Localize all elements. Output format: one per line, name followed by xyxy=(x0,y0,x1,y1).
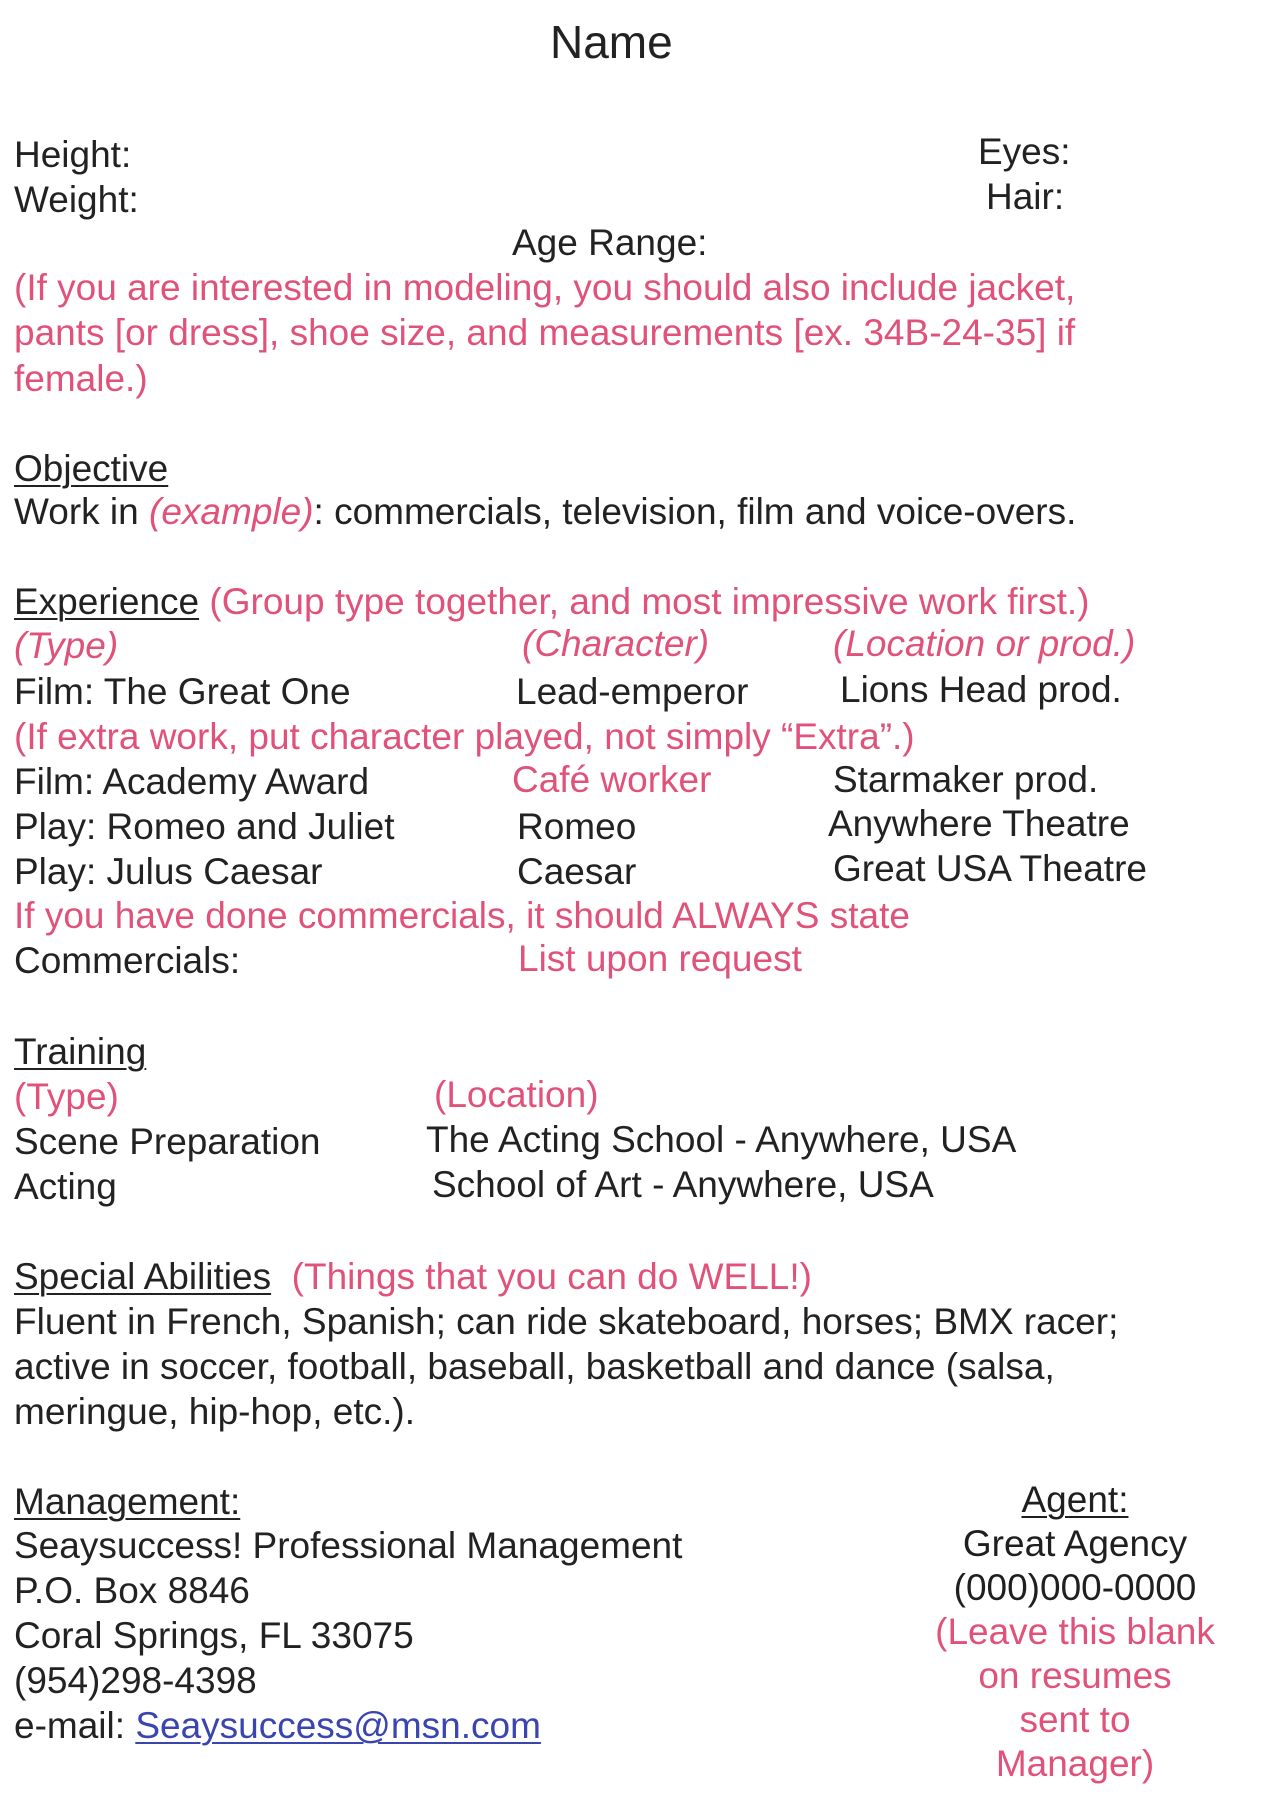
agent-note-line-4: Manager) xyxy=(995,1743,1155,1784)
eyes-label: Eyes: xyxy=(978,131,1071,172)
experience-row-character: Caesar xyxy=(517,851,637,892)
commercials-label: Commercials: xyxy=(14,940,241,981)
experience-row-type: Film: The Great One xyxy=(14,671,351,712)
agent-heading: Agent: xyxy=(1021,1479,1129,1520)
special-heading: Special Abilities xyxy=(14,1256,272,1297)
agent-phone: (000)000-0000 xyxy=(953,1567,1197,1608)
training-col-type: (Type) xyxy=(14,1076,119,1117)
objective-heading: Objective xyxy=(14,448,169,489)
agent-block xyxy=(890,1478,1260,1786)
experience-row-character: Romeo xyxy=(517,806,637,847)
special-line: meringue, hip-hop, etc.). xyxy=(14,1391,416,1432)
management-company: Seaysuccess! Professional Management xyxy=(14,1525,683,1566)
special-line: active in soccer, football, baseball, basketball and dance (salsa, xyxy=(14,1346,1055,1387)
objective-text: : commercials, television, film and voice-overs. xyxy=(313,491,1077,532)
resume-name-title: Name xyxy=(550,16,673,68)
experience-col-location: (Location or prod.) xyxy=(833,623,1136,664)
special-heading-line xyxy=(14,1255,812,1299)
age-range-label: Age Range: xyxy=(512,222,708,263)
agent-note-line-1: (Leave this blank xyxy=(935,1611,1215,1652)
objective-example: (example) xyxy=(149,491,314,532)
objective-line xyxy=(14,490,1076,534)
hair-label: Hair: xyxy=(986,176,1065,217)
management-phone: (954)298-4398 xyxy=(14,1660,257,1701)
objective-prefix: Work in xyxy=(14,491,139,532)
agent-note-line-3: sent to xyxy=(1019,1699,1131,1740)
experience-note: (Group type together, and most impressive work first.) xyxy=(209,581,1090,622)
special-note: (Things that you can do WELL!) xyxy=(291,1256,812,1297)
experience-heading-line xyxy=(14,580,1090,624)
special-line: Fluent in French, Spanish; can ride skateboard, horses; BMX racer; xyxy=(14,1301,1119,1342)
email-label: e-mail: xyxy=(14,1705,136,1746)
experience-row-location: Anywhere Theatre xyxy=(828,803,1130,844)
commercials-value: List upon request xyxy=(518,938,802,979)
experience-heading: Experience xyxy=(14,581,200,622)
extra-work-note: (If extra work, put character played, not simply “Extra”.) xyxy=(14,716,915,757)
experience-row-location: Great USA Theatre xyxy=(833,848,1147,889)
experience-col-character: (Character) xyxy=(522,623,710,664)
training-row-type: Scene Preparation xyxy=(14,1121,321,1162)
management-heading: Management: xyxy=(14,1481,241,1522)
training-row-type: Acting xyxy=(14,1166,117,1207)
experience-col-type: (Type) xyxy=(14,625,119,666)
email-link[interactable]: Seaysuccess@msn.com xyxy=(135,1705,541,1746)
modeling-note-line-1: (If you are interested in modeling, you should also include jacket, xyxy=(14,267,1076,308)
agent-name: Great Agency xyxy=(962,1523,1188,1564)
experience-row-character: Café worker xyxy=(512,759,712,800)
management-po-box: P.O. Box 8846 xyxy=(14,1570,250,1611)
commercials-note: If you have done commercials, it should ALWAYS state xyxy=(14,895,910,936)
training-col-location: (Location) xyxy=(434,1074,599,1115)
experience-row-location: Starmaker prod. xyxy=(833,759,1099,800)
training-row-location: School of Art - Anywhere, USA xyxy=(432,1164,934,1205)
experience-row-type: Play: Julus Caesar xyxy=(14,851,323,892)
experience-row-location: Lions Head prod. xyxy=(840,669,1122,710)
modeling-note-line-2: pants [or dress], shoe size, and measurements [ex. 34B-24-35] if xyxy=(14,312,1076,353)
training-heading: Training xyxy=(14,1031,147,1072)
weight-label: Weight: xyxy=(14,179,139,220)
experience-row-character: Lead-emperor xyxy=(516,671,749,712)
management-email-line xyxy=(14,1704,541,1748)
experience-row-type: Play: Romeo and Juliet xyxy=(14,806,395,847)
management-city: Coral Springs, FL 33075 xyxy=(14,1615,414,1656)
training-row-location: The Acting School - Anywhere, USA xyxy=(426,1119,1017,1160)
modeling-note-line-3: female.) xyxy=(14,358,148,399)
agent-note-line-2: on resumes xyxy=(978,1655,1172,1696)
experience-row-type: Film: Academy Award xyxy=(14,761,370,802)
height-label: Height: xyxy=(14,134,132,175)
